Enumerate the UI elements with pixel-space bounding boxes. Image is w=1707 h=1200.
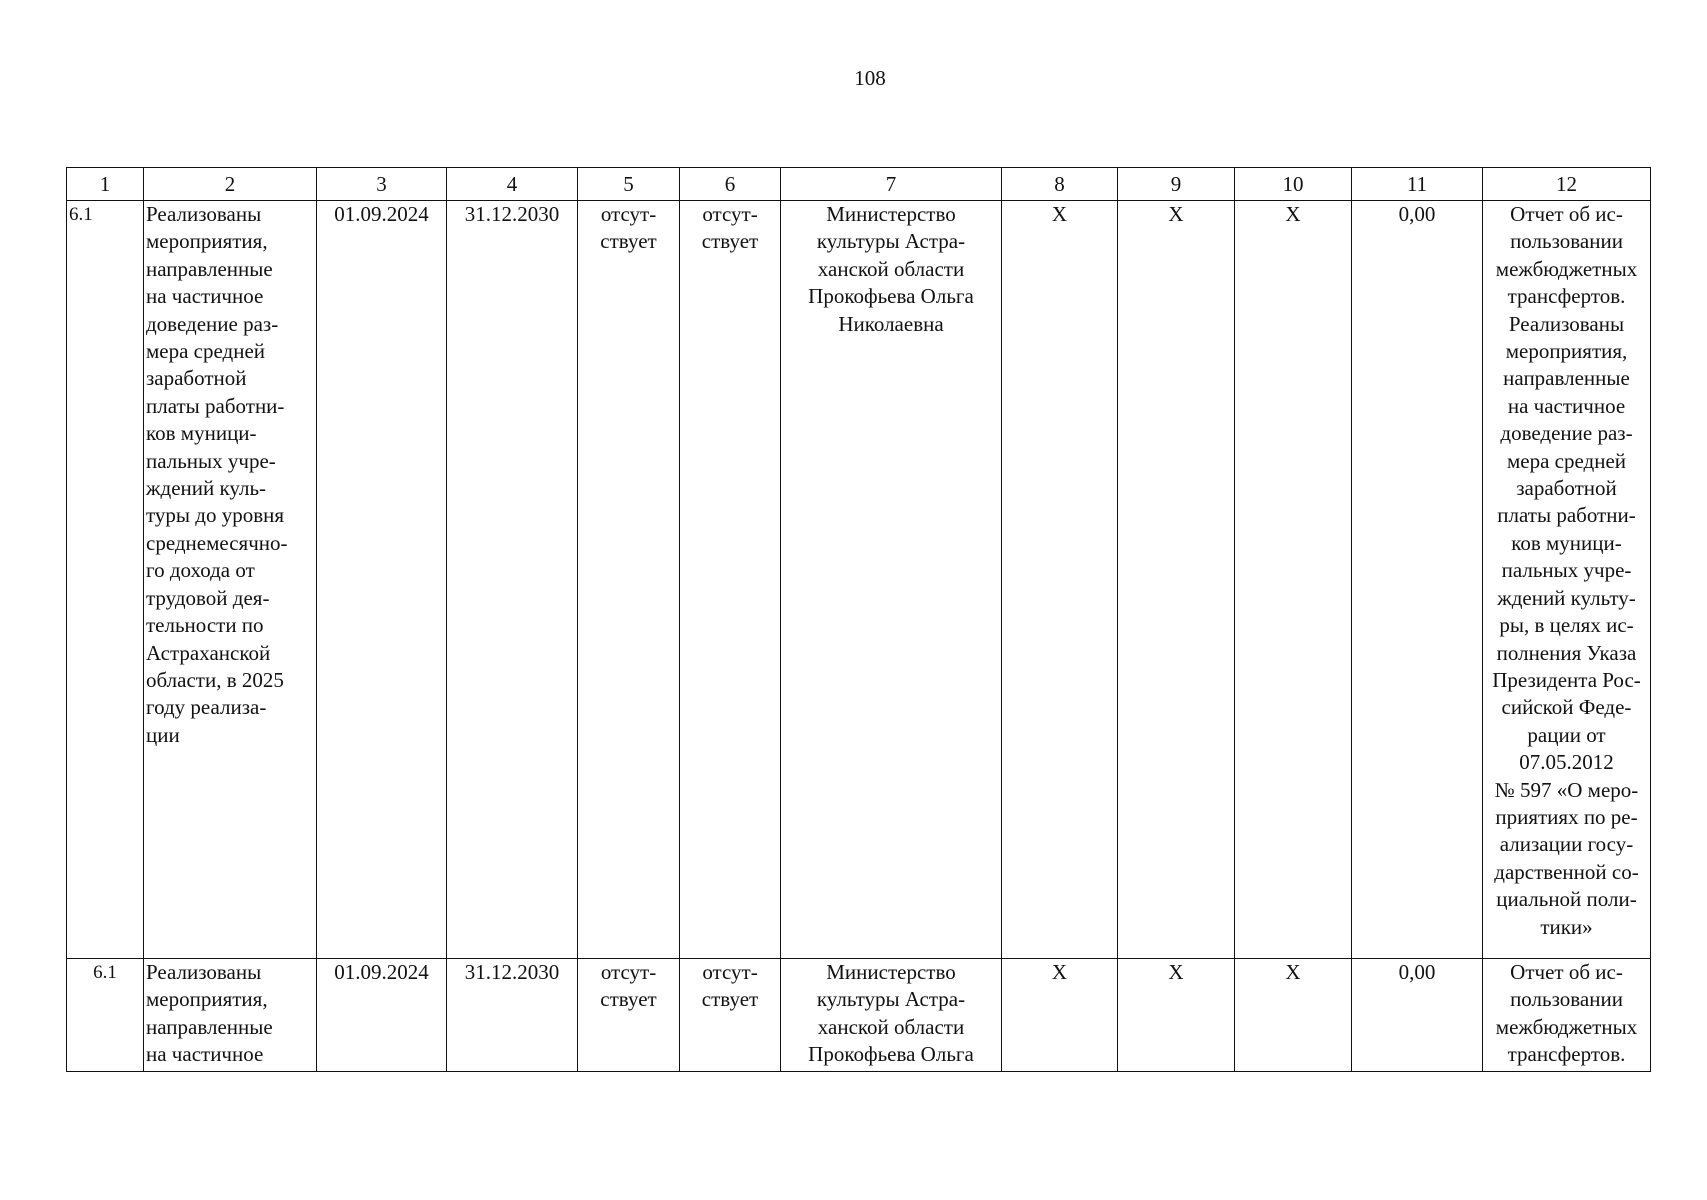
cell-line: Отчет об ис- <box>1510 202 1623 226</box>
cell-line: году реализа- <box>146 695 267 720</box>
cell-line: пользовании <box>1510 987 1623 1012</box>
header-cell: 7 <box>781 168 1002 201</box>
cell-line: культуры Астра- <box>816 987 966 1012</box>
row-number-cell: 6.1 <box>67 201 144 959</box>
cell-line: пальных учре- <box>146 448 276 473</box>
cell-line: № 597 «О меро- <box>1494 777 1639 802</box>
cell-line: заработной <box>146 366 247 391</box>
header-cell: 11 <box>1352 168 1483 201</box>
cell-line: заработной <box>1516 476 1617 501</box>
cell-line: ции <box>146 722 180 747</box>
start-date-cell: 01.09.2024 <box>317 959 447 1072</box>
cell-line: культуры Астра- <box>816 229 966 254</box>
cell-line: трудовой дея- <box>146 585 270 610</box>
cell-line: межбюджетных <box>1495 256 1638 281</box>
cell-line: межбюджетных <box>1495 1014 1638 1039</box>
header-cell: 12 <box>1483 168 1651 201</box>
col8-cell: Х <box>1002 201 1118 959</box>
cell-line: мера средней <box>146 339 266 364</box>
header-cell: 6 <box>680 168 781 201</box>
cell-line: ханской области <box>817 1014 965 1039</box>
cell-line: доведение раз- <box>1500 421 1633 446</box>
cell-line: Отчет об ис- <box>1510 960 1623 984</box>
cell-line: Министерство <box>826 960 956 984</box>
col11-cell: 0,00 <box>1352 959 1483 1072</box>
cell-line: направленные <box>1503 366 1630 391</box>
cell-line: 07.05.2012 <box>1519 750 1614 775</box>
cell-line: трансфертов. <box>1507 284 1626 309</box>
responsible-cell <box>781 959 1002 1072</box>
cell-line: отсут- <box>702 960 758 984</box>
cell-line: доведение раз- <box>146 311 279 336</box>
cell-line: Прокофьева Ольга <box>808 284 974 309</box>
cell-line: ализации госу- <box>1499 832 1634 857</box>
start-date-cell: 01.09.2024 <box>317 201 447 959</box>
col9-cell: Х <box>1118 959 1235 1072</box>
cell-line: Николаевна <box>838 311 944 336</box>
cell-line: Реализованы <box>1508 311 1625 336</box>
cell-line: отсут- <box>600 202 657 226</box>
cell-line: ствует <box>701 229 759 254</box>
cell-line: тики» <box>1540 914 1593 939</box>
row-number-cell: 6.1 <box>67 959 144 1072</box>
cell-line: пользовании <box>1510 229 1623 254</box>
cell-line: ков муници- <box>146 421 257 446</box>
col11-cell: 0,00 <box>1352 201 1483 959</box>
table-row <box>67 201 1651 959</box>
table-row <box>67 959 1651 1072</box>
result-cell <box>1483 959 1651 1072</box>
cell-line: на частичное <box>1507 393 1626 418</box>
cell-line: отсут- <box>702 202 758 226</box>
cell-line: Прокофьева Ольга <box>808 1042 974 1067</box>
cell-line: циальной поли- <box>1496 887 1637 912</box>
col10-cell: Х <box>1235 201 1352 959</box>
page-number: 108 <box>854 66 886 90</box>
header-cell: 8 <box>1002 168 1118 201</box>
col8-cell: Х <box>1002 959 1118 1072</box>
cell-line: полнения Указа <box>1496 640 1637 665</box>
cell-line: ствует <box>600 987 657 1012</box>
header-row <box>67 168 1651 201</box>
cell-line: тельности по <box>146 613 264 638</box>
cell-line: отсут- <box>600 960 657 984</box>
data-table <box>66 167 1651 1072</box>
col10-cell: Х <box>1235 959 1352 1072</box>
header-cell: 1 <box>67 168 144 201</box>
cell-line: приятиях по ре- <box>1495 804 1638 829</box>
cell-line: платы работни- <box>1497 503 1636 528</box>
cell-line: Президента Рос- <box>1492 667 1641 692</box>
cell-line: на частичное <box>146 284 264 309</box>
cell-line: платы работни- <box>146 393 285 418</box>
cell-line: го дохода от <box>146 558 255 583</box>
header-cell: 3 <box>317 168 447 201</box>
header-cell: 9 <box>1118 168 1235 201</box>
cell-line: трансфертов. <box>1507 1042 1626 1067</box>
cell-line: туры до уровня <box>146 503 285 528</box>
end-date-cell: 31.12.2030 <box>447 959 578 1072</box>
cell-line: мера средней <box>1506 448 1627 473</box>
responsible-cell <box>781 201 1002 959</box>
cell-line: ствует <box>701 987 759 1012</box>
cell-line: ры, в целях ис- <box>1499 613 1634 638</box>
cell-line: направленные <box>146 1014 273 1039</box>
col6-cell <box>680 201 781 959</box>
cell-line: ханской области <box>817 256 965 281</box>
cell-line: Реализованы <box>146 960 262 984</box>
col6-cell <box>680 959 781 1072</box>
result-cell <box>1483 201 1651 959</box>
end-date-cell: 31.12.2030 <box>447 201 578 959</box>
cell-line: рации от <box>1527 722 1606 747</box>
cell-line: Реализованы <box>146 202 262 226</box>
cell-line: ждений куль- <box>146 476 267 501</box>
cell-line: ков муници- <box>1511 530 1622 555</box>
cell-line: Астраханской <box>146 640 271 665</box>
cell-line: мероприятия, <box>146 987 268 1012</box>
cell-line: мероприятия, <box>1505 339 1628 364</box>
cell-line: мероприятия, <box>146 229 268 254</box>
header-cell: 4 <box>447 168 578 201</box>
cell-line: дарственной со- <box>1494 859 1639 884</box>
header-cell: 5 <box>578 168 680 201</box>
col5-cell <box>578 201 680 959</box>
header-cell: 2 <box>144 168 317 201</box>
cell-line: области, в 2025 <box>146 667 284 692</box>
cell-line: на частичное <box>146 1042 264 1067</box>
header-cell: 10 <box>1235 168 1352 201</box>
cell-line: Министерство <box>826 202 956 226</box>
cell-line: пальных учре- <box>1501 558 1632 583</box>
cell-line: сийской Феде- <box>1501 695 1632 720</box>
description-cell <box>144 959 317 1072</box>
cell-line: ствует <box>600 229 657 254</box>
cell-line: направленные <box>146 256 273 281</box>
col9-cell: Х <box>1118 201 1235 959</box>
cell-line: среднемесячно- <box>146 530 288 555</box>
col5-cell <box>578 959 680 1072</box>
cell-line: ждений культу- <box>1497 585 1636 610</box>
description-cell <box>144 201 317 959</box>
